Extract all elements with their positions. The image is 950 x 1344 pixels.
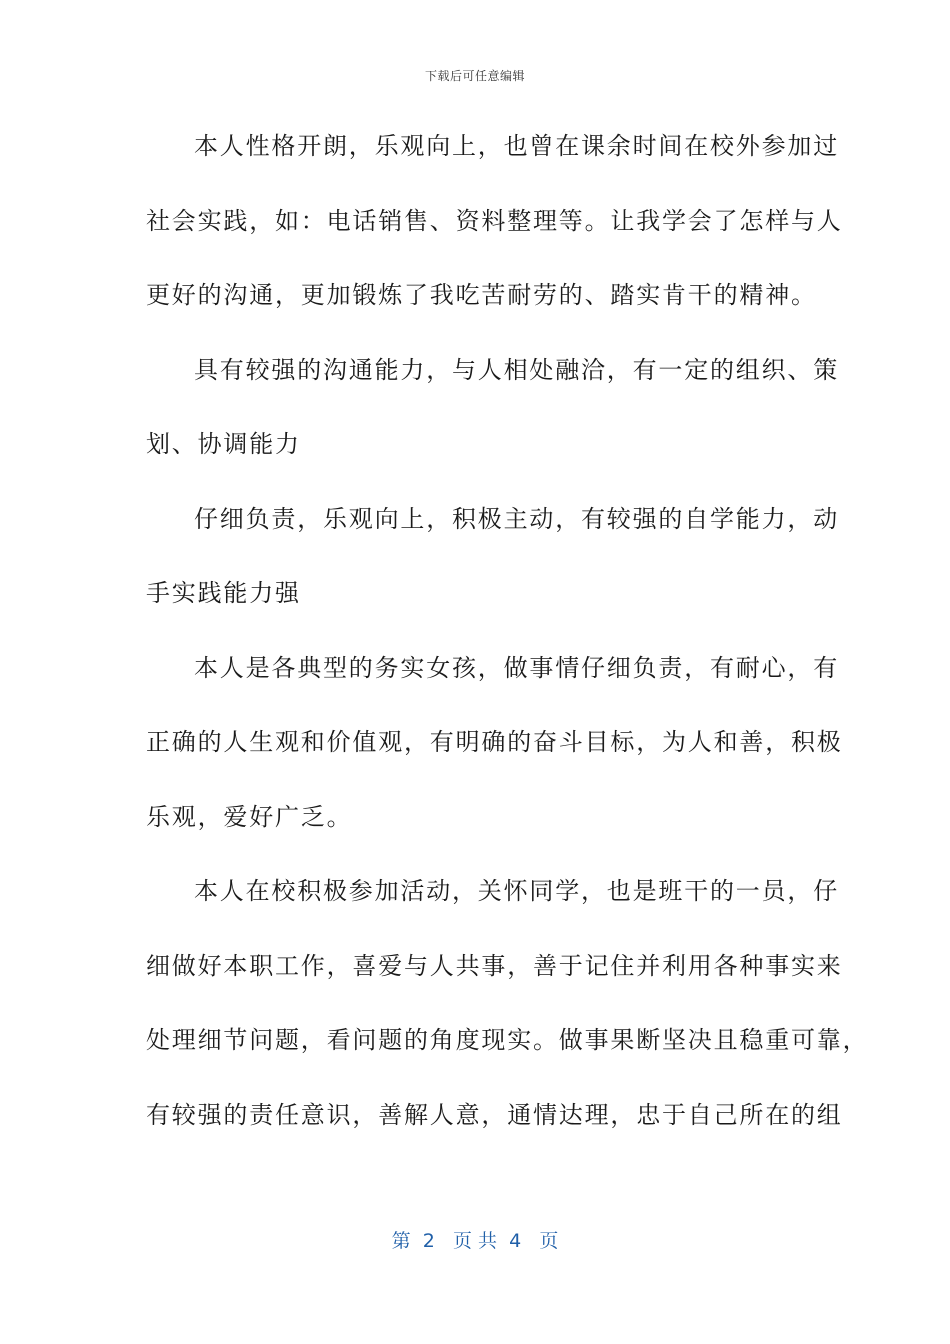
total-pages-number: 4 <box>509 1230 522 1252</box>
text-line: 具有较强的沟通能力，与人相处融洽，有一定的组织、策 <box>194 355 839 384</box>
text-line: 细做好本职工作，喜爱与人共事，善于记住并利用各种事实来 <box>146 951 843 980</box>
text-line: 处理细节问题，看问题的角度现实。做事果断坚决且稳重可靠， <box>146 1026 869 1054</box>
text-line: 本人是各典型的务实女孩，做事情仔细负责，有耐心，有 <box>194 653 839 682</box>
page-footer <box>0 1226 950 1253</box>
text-line: 乐观，爱好广乏。 <box>146 802 353 831</box>
header-note: 下载后可任意编辑 <box>424 69 525 83</box>
text-line: 正确的人生观和价值观，有明确的奋斗目标，为人和善，积极 <box>146 728 843 756</box>
text-line: 更好的沟通，更加锻炼了我吃苦耐劳的、踏实肯干的精神。 <box>146 281 817 309</box>
text-line: 本人在校积极参加活动，关怀同学，也是班干的一员，仔 <box>194 877 839 905</box>
current-page-number: 2 <box>422 1230 435 1252</box>
document-body <box>146 122 869 1165</box>
text-line: 有较强的责任意识，善解人意，通情达理，忠于自己所在的组 <box>146 1100 843 1129</box>
text-line: 本人性格开朗，乐观向上，也曾在课余时间在校外参加过 <box>194 132 839 160</box>
text-line: 手实践能力强 <box>146 579 301 607</box>
text-line: 划、协调能力 <box>146 430 301 458</box>
text-line: 社会实践，如：电话销售、资料整理等。让我学会了怎样与人 <box>146 206 843 235</box>
footer-suffix: 页 <box>539 1230 559 1252</box>
footer-middle: 页 共 <box>452 1230 498 1252</box>
footer-prefix: 第 <box>391 1230 411 1252</box>
text-line: 仔细负责，乐观向上，积极主动，有较强的自学能力，动 <box>194 504 839 533</box>
